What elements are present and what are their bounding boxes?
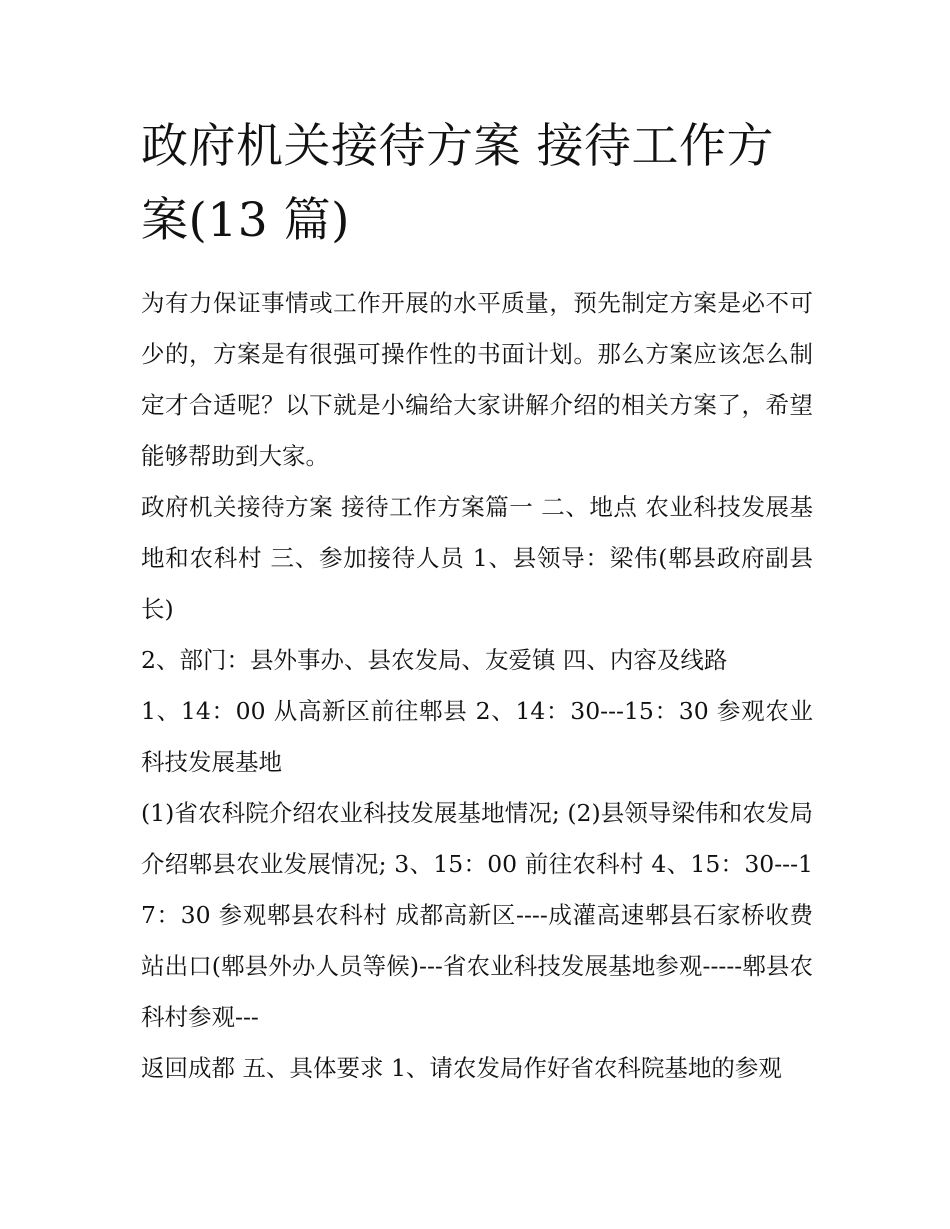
body-paragraph: 政府机关接待方案 接待工作方案篇一 二、地点 农业科技发展基地和农科村 三、参加接待人员 1、县领导：梁伟(郫县政府副县长) <box>141 493 813 623</box>
body-paragraph: (1)省农科院介绍农业科技发展基地情况; (2)县领导梁伟和农发局介绍郫县农业发展情况; 3、15：00 前往农科村 4、15：30---17：30 参观郫县农科村 成都高新区----成灌高速郫县石家桥收费站出口(郫县外办人员等候)---省农业科技发展基地参观-----郫县农科村参观--- <box>141 799 813 1031</box>
intro-paragraph: 为有力保证事情或工作开展的水平质量，预先制定方案是必不可少的，方案是有很强可操作性的书面计划。那么方案应该怎么制定才合适呢？以下就是小编给大家讲解介绍的相关方案了，希望能够帮助到大家。 <box>141 289 813 470</box>
body-paragraph: 2、部门：县外事办、县农发局、友爱镇 四、内容及线路 <box>141 646 728 674</box>
document-title: 政府机关接待方案 接待工作方案(13 篇) <box>141 119 774 248</box>
body-paragraph: 1、14：00 从高新区前往郫县 2、14：30---15：30 参观农业科技发展基地 <box>141 697 813 776</box>
document-page <box>141 110 813 1094</box>
body-paragraph: 返回成都 五、具体要求 1、请农发局作好省农科院基地的参观 <box>141 1054 782 1082</box>
